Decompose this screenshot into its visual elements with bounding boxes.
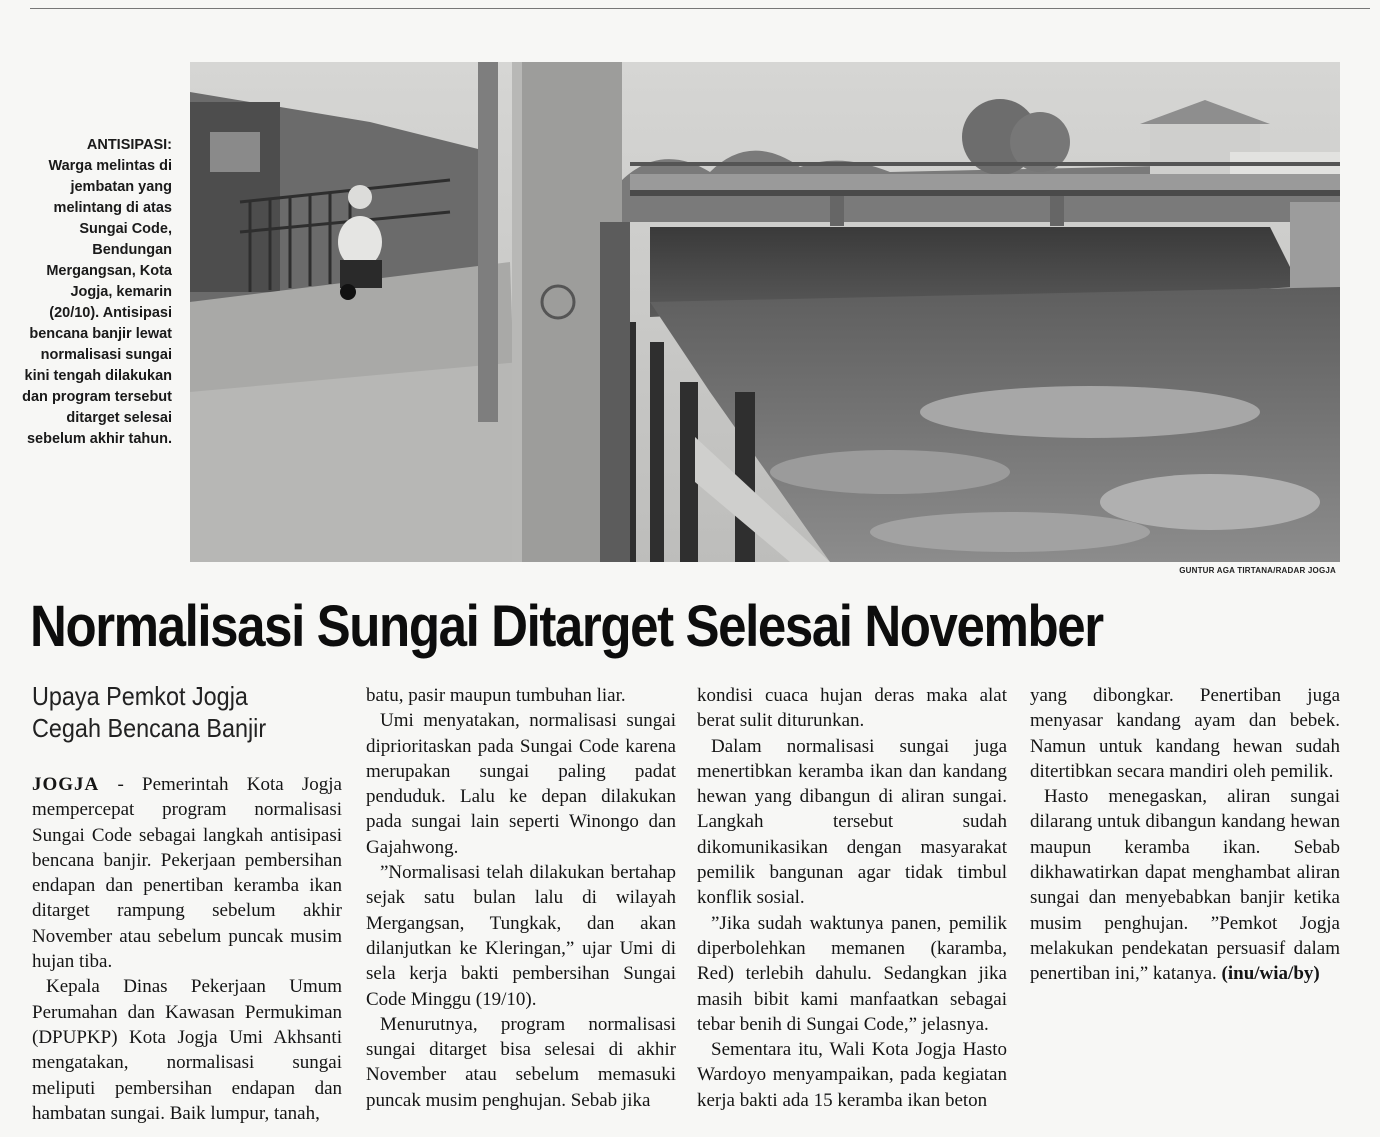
dateline: JOGJA	[32, 774, 100, 795]
subheadline-line-1: Upaya Pemkot Jogja	[32, 681, 248, 711]
photo-caption	[20, 135, 172, 450]
article-column-2	[366, 683, 676, 1113]
article-paragraph: ”Jika sudah waktunya panen, pemilik diperbolehkan memanen (karamba, Red) terlebih dahulu. Sedangkan jika masih bibit kami manfaatkan sebagai tebar benih di Sungai Code,” jelasnya.	[697, 912, 1007, 1035]
article-paragraph: Kepala Dinas Pekerjaan Umum Perumahan dan Kawasan Permukiman (DPUPKP) Kota Jogja Umi Akhsanti mengatakan, normalisasi sungai meliputi pembersihan endapan dan hambatan sungai. Baik lumpur, tanah,	[32, 976, 342, 1124]
subheadline-line-2: Cegah Bencana Banjir	[32, 713, 267, 743]
article-paragraph: Hasto menegaskan, aliran sungai dilarang untuk dibangun kandang hewan maupun keramba ikan. Sebab dikhawatirkan dapat menghambat aliran sungai dan menyebabkan banjir ketika musim penghujan. ”Pemkot Jogja melakukan pendekatan persuasif dalam penertiban ini,” katanya. (inu/wia/by)	[1030, 786, 1340, 985]
article-paragraph: kondisi cuaca hujan deras maka alat berat sulit diturunkan.	[697, 685, 1007, 732]
article-column-4	[1030, 683, 1340, 987]
news-photo-illustration	[190, 62, 1340, 562]
article-column-1	[32, 680, 342, 1126]
article-paragraph	[32, 772, 342, 974]
article-paragraph: ”Normalisasi telah dilakukan bertahap sejak satu bulan lalu di wilayah Mergangsan, Tungkak, dan akan dilanjutkan ke Kleringan,” ujar Umi di sela kerja bakti pembersihan Sungai Code Minggu (19/10).	[366, 862, 676, 1010]
caption-label: ANTISIPASI:	[86, 137, 172, 153]
headline: Normalisasi Sungai Ditarget Selesai November	[30, 594, 1103, 659]
author-sign: (inu/wia/by)	[1221, 963, 1320, 985]
top-rule	[30, 8, 1370, 9]
article-paragraph: Dalam normalisasi sungai juga menertibkan keramba ikan dan kandang hewan yang dibangun di aliran sungai. Langkah tersebut sudah dikomunikasikan dengan masyarakat pemilik bangunan agar tidak timbul konflik sosial.	[697, 735, 1007, 909]
subheadline	[32, 680, 311, 744]
article-paragraph: batu, pasir maupun tumbuhan liar.	[366, 685, 626, 706]
article-paragraph: yang dibongkar. Penertiban juga menyasar kandang ayam dan bebek. Namun untuk kandang hewan sudah ditertibkan secara mandiri oleh pemilik.	[1030, 685, 1340, 782]
article-paragraph: Menurutnya, program normalisasi sungai ditarget bisa selesai di akhir November atau sebelum memasuki puncak musim penghujan. Sebab jika	[366, 1013, 676, 1111]
photo-credit: GUNTUR AGA TIRTANA/RADAR JOGJA	[1179, 566, 1336, 575]
article-paragraph: Umi menyatakan, normalisasi sungai diprioritaskan pada Sungai Code karena merupakan sungai paling padat penduduk. Lalu ke depan dilakukan pada sungai lain seperti Winongo dan Gajahwong.	[366, 710, 676, 858]
caption-text: Warga melintas di jembatan yang melintang di atas Sungai Code, Bendungan Mergangsan, Kota Jogja, kemarin (20/10). Antisipasi bencana banjir lewat normalisasi sungai kini tengah dilakukan dan program tersebut ditarget selesai sebelum akhir tahun.	[22, 158, 172, 447]
article-paragraph: Sementara itu, Wali Kota Jogja Hasto Wardoyo menyampaikan, pada kegiatan kerja bakti ada 15 keramba ikan beton	[697, 1039, 1007, 1111]
paragraph-text: - Pemerintah Kota Jogja mempercepat program normalisasi Sungai Code sebagai langkah antisipasi bencana banjir. Pekerjaan pembersihan endapan dan penertiban keramba ikan ditarget rampung sebelum akhir November atau sebelum puncak musim hujan tiba.	[32, 774, 342, 973]
news-photo	[190, 62, 1340, 562]
article-column-3	[697, 683, 1007, 1113]
